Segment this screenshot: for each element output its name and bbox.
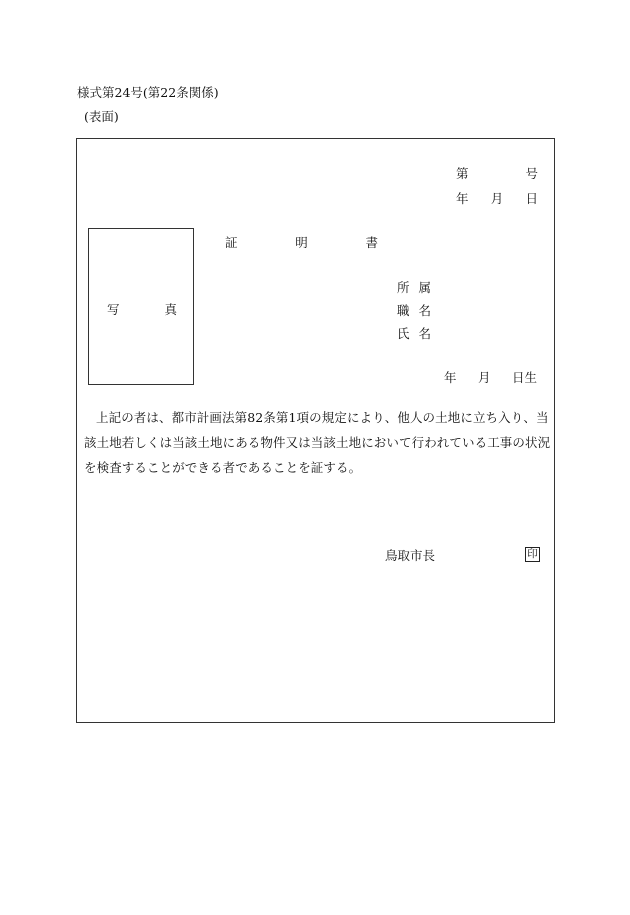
issue-year-label: 年: [456, 191, 469, 206]
seal-mark: 印: [525, 547, 540, 562]
affiliation-label: [397, 282, 431, 295]
name-label: [397, 328, 431, 341]
number-prefix: 第: [456, 166, 469, 181]
birth-year-label: 年: [444, 370, 457, 385]
number-suffix: 号: [525, 166, 538, 181]
photo-label-char-1: 写: [107, 302, 120, 317]
document-title: [225, 237, 378, 250]
photo-label: [107, 304, 177, 317]
birth-month-label: 月: [477, 370, 491, 385]
affiliation-label-char-2: 属: [418, 280, 431, 295]
name-label-char-1: 氏: [397, 326, 410, 341]
issue-day-label: 日: [525, 191, 538, 206]
job-title-label-char-1: 職: [397, 303, 410, 318]
certificate-number-line: [456, 168, 538, 181]
issuer-name: 鳥取市長: [385, 548, 436, 563]
issue-month-label: 月: [490, 191, 504, 206]
document-title-char-3: 書: [365, 235, 378, 250]
job-title-label-char-2: 名: [418, 303, 431, 318]
form-number-title: 様式第24号(第22条関係): [77, 85, 219, 100]
side-label: (表面): [84, 109, 119, 124]
job-title-label: [397, 305, 431, 318]
photo-label-char-2: 真: [164, 302, 177, 317]
name-label-char-2: 名: [418, 326, 431, 341]
affiliation-label-char-1: 所: [397, 280, 410, 295]
issue-date-line: [456, 193, 538, 206]
birth-date-line: [444, 372, 537, 385]
birth-day-label: 日生: [511, 370, 537, 385]
document-title-char-2: 明: [295, 235, 308, 250]
document-title-char-1: 証: [225, 235, 238, 250]
certification-statement: 上記の者は、都市計画法第82条第1項の規定により、他人の土地に立ち入り、当該土地若しくは当該土地にある物件又は当該土地において行われている工事の状況を検査することができる者であることを証する。: [84, 410, 551, 475]
